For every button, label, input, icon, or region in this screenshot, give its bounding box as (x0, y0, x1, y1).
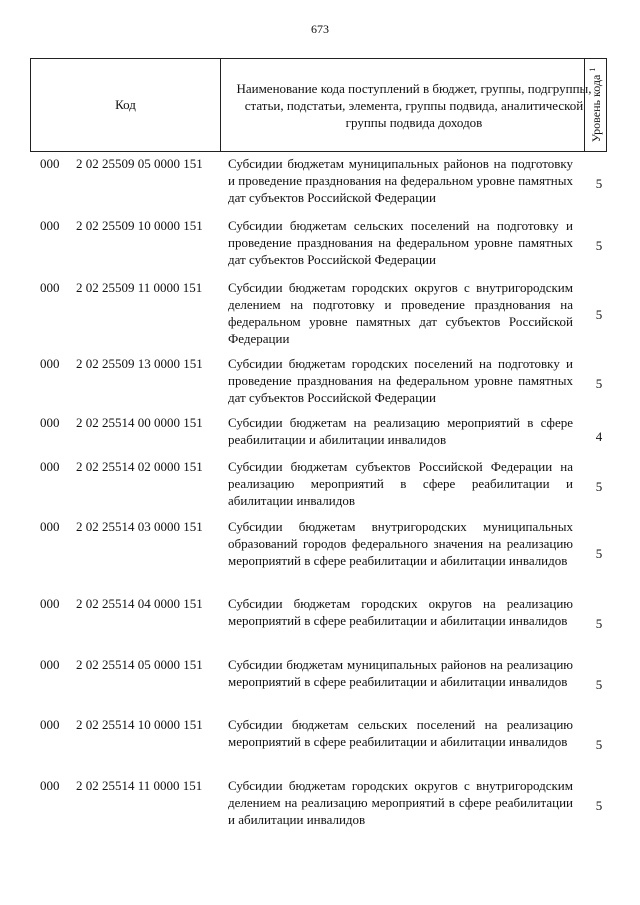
row-level: 5 (595, 307, 603, 322)
admin-code: 000 (40, 596, 60, 611)
row-name: Субсидии бюджетам муниципальных районов на подготовку и проведение празднования на федеральном уровне памятных дат субъектов Российской Федерации (228, 156, 573, 205)
header-name: Наименование кода поступлений в бюджет, группы, подгруппы, статьи, подстатьи, элемента, группы подвида, аналитической группы подвида доходов (236, 80, 592, 130)
row-name: Субсидии бюджетам городских округов на реализацию мероприятий в сфере реабилитации и абилитации инвалидов (228, 596, 573, 628)
row-name: Субсидии бюджетам городских округов с внутригородским делением на подготовку и проведение празднования на федеральном уровне памятных дат субъектов Российской Федерации (228, 280, 573, 346)
header-level-label: Уровень кода (588, 74, 603, 143)
row-name: Субсидии бюджетам городских поселений на подготовку и проведение празднования на федеральном уровне памятных дат субъектов Российской Федерации (228, 356, 573, 405)
budget-code: 2 02 25514 02 0000 151 (76, 459, 203, 474)
admin-code: 000 (40, 459, 60, 474)
row-name: Субсидии бюджетам субъектов Российской Федерации на реализацию мероприятий в сфере реабилитации и абилитации инвалидов (228, 459, 573, 508)
budget-code: 2 02 25509 11 0000 151 (76, 280, 203, 295)
row-name: Субсидии бюджетам городских округов с внутригородским делением на реализацию мероприятий в сфере реабилитации и абилитации инвалидов (228, 778, 573, 827)
admin-code: 000 (40, 717, 60, 732)
row-level: 5 (595, 479, 603, 494)
budget-code: 2 02 25509 13 0000 151 (76, 356, 203, 371)
admin-code: 000 (40, 657, 60, 672)
header-level (584, 59, 606, 151)
row-level: 5 (595, 238, 603, 253)
budget-code: 2 02 25514 11 0000 151 (76, 778, 203, 793)
budget-code: 2 02 25509 05 0000 151 (76, 156, 203, 171)
admin-code: 000 (40, 218, 60, 233)
row-name: Субсидии бюджетам муниципальных районов на реализацию мероприятий в сфере реабилитации и абилитации инвалидов (228, 657, 573, 689)
row-level: 5 (595, 546, 603, 561)
admin-code: 000 (40, 356, 60, 371)
page-number: 673 (311, 22, 329, 36)
admin-code: 000 (40, 415, 60, 430)
budget-code: 2 02 25514 05 0000 151 (76, 657, 203, 672)
admin-code: 000 (40, 156, 60, 171)
admin-code: 000 (40, 778, 60, 793)
row-level: 5 (595, 616, 603, 631)
row-level: 5 (595, 677, 603, 692)
row-name: Субсидии бюджетам сельских поселений на подготовку и проведение празднования на федеральном уровне памятных дат субъектов Российской Федерации (228, 218, 573, 267)
header-code: Код (31, 59, 221, 151)
row-name: Субсидии бюджетам на реализацию мероприятий в сфере реабилитации и абилитации инвалидов (228, 415, 573, 447)
budget-code: 2 02 25509 10 0000 151 (76, 218, 203, 233)
row-level: 5 (595, 176, 603, 191)
admin-code: 000 (40, 280, 60, 295)
row-level: 4 (595, 429, 603, 444)
budget-code: 2 02 25514 03 0000 151 (76, 519, 203, 534)
budget-code: 2 02 25514 00 0000 151 (76, 415, 203, 430)
row-name: Субсидии бюджетам сельских поселений на реализацию мероприятий в сфере реабилитации и абилитации инвалидов (228, 717, 573, 749)
budget-code: 2 02 25514 10 0000 151 (76, 717, 203, 732)
row-name: Субсидии бюджетам внутригородских муниципальных образований городов федерального значения на реализацию мероприятий в сфере реабилитации и абилитации инвалидов (228, 519, 573, 568)
table-header (30, 58, 607, 152)
header-level-footnote: 1 (587, 67, 597, 72)
admin-code: 000 (40, 519, 60, 534)
row-level: 5 (595, 376, 603, 391)
row-level: 5 (595, 798, 603, 813)
row-level: 5 (595, 737, 603, 752)
budget-code: 2 02 25514 04 0000 151 (76, 596, 203, 611)
